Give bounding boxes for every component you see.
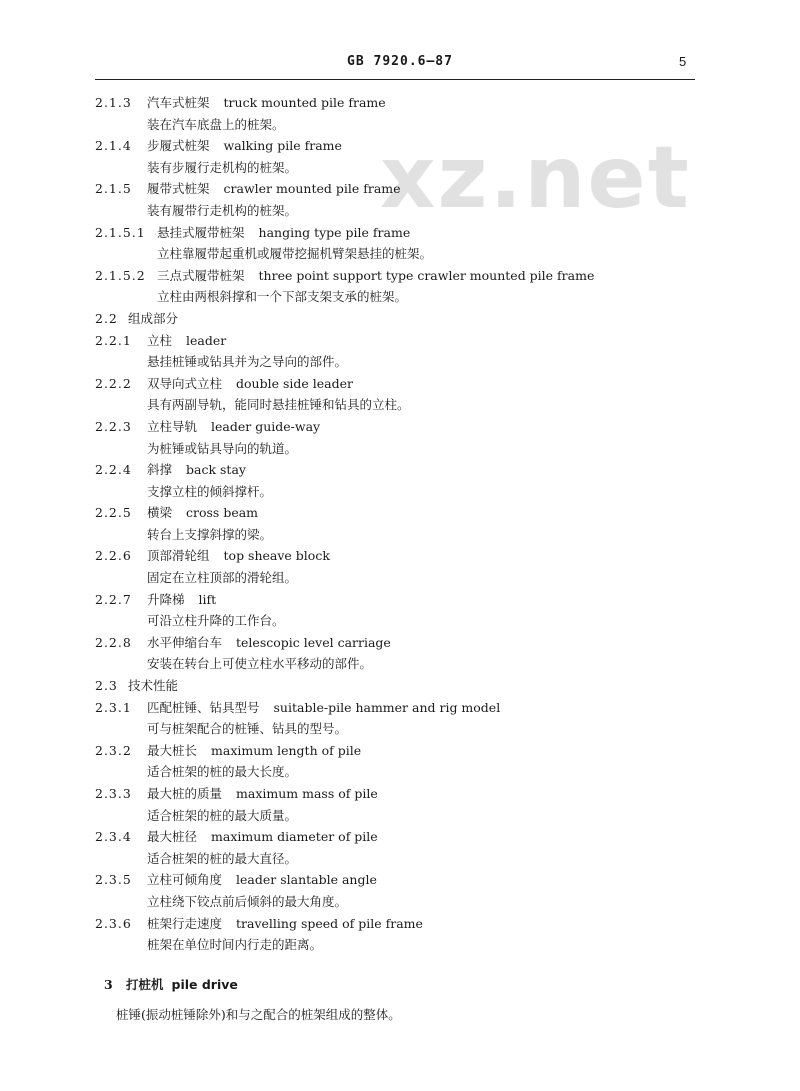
entry-number: 2.3	[95, 678, 118, 694]
term-heading	[95, 416, 705, 438]
term-heading	[95, 589, 705, 611]
entry-number: 2.3.5	[95, 872, 132, 888]
term-definition: 可与桩架配合的桩锤、钻具的型号。	[147, 721, 348, 737]
term-heading	[95, 913, 705, 935]
term-definition: 立柱绕下铰点前后倾斜的最大角度。	[147, 893, 348, 909]
entry-number: 2.1.4	[95, 138, 132, 154]
term-definition: 适合桩架的桩的最大长度。	[147, 764, 298, 780]
section-3-heading	[104, 974, 238, 996]
term-zh: 桩架行走速度	[147, 915, 223, 931]
term-zh: 最大桩长	[147, 742, 198, 758]
term-en: leader guide-way	[211, 418, 321, 434]
term-definition: 安装在转台上可使立柱水平移动的部件。	[147, 656, 373, 672]
term-heading	[95, 826, 705, 848]
entry-number: 2.2.5	[95, 505, 132, 521]
term-zh: 组成部分	[128, 310, 179, 326]
term-definition: 转台上支撑斜撑的梁。	[147, 526, 273, 542]
section-3-definition: 桩锤(振动桩锤除外)和与之配合的桩架组成的整体。	[116, 1007, 401, 1022]
term-en: truck mounted pile frame	[223, 95, 386, 110]
term-zh: 水平伸缩台车	[147, 634, 223, 650]
entry-number: 2.2	[95, 310, 118, 326]
term-en: hanging type pile frame	[258, 224, 411, 240]
term-heading	[95, 459, 705, 481]
term-zh: 技术性能	[128, 678, 179, 694]
term-en: suitable-pile hammer and rig model	[273, 699, 501, 715]
entry-number: 2.1.5.1	[95, 224, 146, 240]
standard-code: GB 7920.6—87	[347, 54, 453, 69]
term-heading	[95, 373, 705, 395]
entry-number: 2.1.3	[95, 95, 132, 110]
term-heading	[95, 502, 705, 524]
term-en: double side leader	[236, 375, 353, 391]
term-zh: 升降梯	[147, 591, 185, 607]
term-zh: 三点式履带桩架	[157, 267, 245, 283]
term-definition: 可沿立柱升降的工作台。	[147, 613, 285, 629]
term-definition: 支撑立柱的倾斜撑杆。	[147, 483, 273, 499]
section-title-zh: 打桩机	[126, 977, 164, 992]
section-title-en: pile drive	[171, 977, 238, 992]
entry-number: 2.3.6	[95, 915, 132, 931]
term-en: back stay	[186, 462, 246, 478]
term-zh: 悬挂式履带桩架	[157, 224, 245, 240]
term-definition: 具有两副导轨，能同时悬挂桩锤和钻具的立柱。	[147, 397, 410, 413]
term-definition: 装有履带行走机构的桩架。	[147, 202, 298, 218]
term-en: travelling speed of pile frame	[236, 915, 423, 931]
entry-number: 2.1.5	[95, 181, 132, 197]
term-heading	[95, 740, 705, 762]
term-zh: 顶部滑轮组	[147, 548, 210, 564]
entry-number: 2.3.3	[95, 786, 132, 801]
term-definition: 装有步履行走机构的桩架。	[147, 159, 298, 175]
term-definition: 装在汽车底盘上的桩架。	[147, 116, 285, 132]
term-heading	[95, 222, 705, 244]
watermark: xz.net	[380, 128, 691, 228]
entry-number: 2.2.7	[95, 591, 132, 607]
section-heading	[95, 308, 705, 330]
term-definition: 悬挂桩锤或钻具并为之导向的部件。	[147, 354, 348, 370]
term-en: walking pile frame	[223, 138, 342, 154]
section-number: 3	[104, 977, 113, 992]
document-body	[95, 92, 705, 956]
entry-number: 2.3.2	[95, 742, 132, 758]
entry-number: 2.2.2	[95, 375, 132, 391]
term-en: cross beam	[186, 505, 259, 521]
term-zh: 步履式桩架	[147, 138, 210, 154]
term-heading	[95, 178, 705, 200]
term-en: maximum mass of pile	[236, 786, 378, 801]
term-en: three point support type crawler mounted pile frame	[258, 267, 595, 283]
term-zh: 最大桩径	[147, 829, 198, 845]
term-zh: 横梁	[147, 505, 173, 521]
term-en: leader	[186, 332, 227, 348]
term-definition: 桩架在单位时间内行走的距离。	[147, 937, 323, 953]
term-heading	[95, 697, 705, 719]
section-heading	[95, 675, 705, 697]
term-zh: 汽车式桩架	[147, 95, 210, 110]
term-zh: 匹配桩锤、钻具型号	[147, 699, 260, 715]
term-en: maximum length of pile	[211, 742, 362, 758]
term-en: top sheave block	[223, 548, 330, 564]
term-en: telescopic level carriage	[236, 634, 391, 650]
term-heading	[95, 92, 705, 114]
term-zh: 斜撑	[147, 462, 173, 478]
term-zh: 立柱可倾角度	[147, 872, 223, 888]
term-zh: 履带式桩架	[147, 181, 210, 197]
term-definition: 立柱靠履带起重机或履带挖掘机臂架悬挂的桩架。	[157, 246, 433, 262]
term-en: crawler mounted pile frame	[223, 181, 401, 197]
term-heading	[95, 869, 705, 891]
header-rule	[95, 79, 695, 80]
term-zh: 立柱导轨	[147, 418, 198, 434]
entry-number: 2.2.1	[95, 332, 132, 348]
term-heading	[95, 783, 705, 805]
page-number: 5	[679, 54, 687, 69]
term-en: maximum diameter of pile	[211, 829, 378, 845]
entry-number: 2.3.1	[95, 699, 132, 715]
term-heading	[95, 545, 705, 567]
term-heading	[95, 632, 705, 654]
term-zh: 最大桩的质量	[147, 786, 223, 801]
term-heading	[95, 265, 705, 287]
term-en: leader slantable angle	[236, 872, 377, 888]
term-definition: 立柱由两根斜撑和一个下部支架支承的桩架。	[157, 289, 408, 305]
entry-number: 2.2.4	[95, 462, 132, 478]
term-zh: 立柱	[147, 332, 173, 348]
term-heading	[95, 135, 705, 157]
term-definition: 适合桩架的桩的最大直径。	[147, 850, 298, 866]
term-definition: 为桩锤或钻具导向的轨道。	[147, 440, 298, 456]
entry-number: 2.2.3	[95, 418, 132, 434]
term-heading	[95, 330, 705, 352]
entry-number: 2.3.4	[95, 829, 132, 845]
entry-number: 2.1.5.2	[95, 267, 146, 283]
term-definition: 适合桩架的桩的最大质量。	[147, 807, 298, 823]
term-definition: 固定在立柱顶部的滑轮组。	[147, 570, 298, 586]
term-zh: 双导向式立柱	[147, 375, 223, 391]
entry-number: 2.2.8	[95, 634, 132, 650]
entry-number: 2.2.6	[95, 548, 132, 564]
term-en: lift	[198, 591, 217, 607]
